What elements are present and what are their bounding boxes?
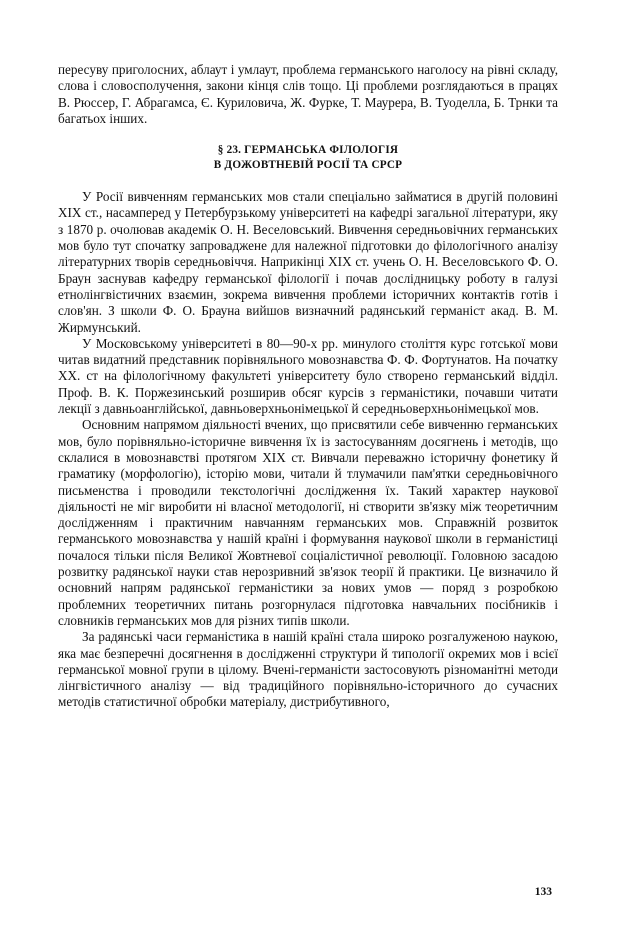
body-paragraph-1: У Росії вивченням германських мов стали спеціально займатися в другій половині XIX ст., насамперед у Петербурзькому університеті на кафедрі загальної літератури, яку з 1870 р. очолював академік О. Н. Веселовський. Вивчення середньовічних германських мов було тут спочатку запроваджене для належної підготовки до філологічного аналізу літературних творів середньовіччя. Наприкінці XIX ст. учень О. Н. Веселовського Ф. О. Браун заснував кафедру германської філології і почав дослідницьку роботу в галузі етнолінгвістичних взаємин, зокрема вивчення проблеми історичних контактів готів і слов'ян. З школи Ф. О. Брауна вийшов визначний радянський германіст акад. В. М. Жирмунський.	[58, 189, 558, 335]
section-heading-line-2: В ДОЖОВТНЕВІЙ РОСІЇ ТА СРСР	[213, 158, 403, 171]
body-paragraph-2: У Московському університеті в 80—90-х рр. минулого століття курс готської мови читав видатний представник порівняльного мовознавства Ф. Ф. Фортунатов. На початку XX. ст на філологічному факультеті університету було створено германський відділ. Проф. В. К. Поржезинський розширив обсяг курсів з германістики, почавши читати лекції з давньоанглійської, давньоверхньонімецької й середньоверхньонімецької мов.	[58, 335, 558, 417]
intro-paragraph: пересуву приголосних, аблаут і умлаут, проблема германського наголосу на рівні складу, слова і словосполучення, закони кінця слів тощо. Ці проблеми розглядаються в працях В. Рюссер, Г. Абрагамса, Є. Куриловича, Ж. Фурке, Т. Маурера, В. Туоделла, Б. Трнки та багатьох інших.	[58, 62, 558, 126]
section-heading-line-1: § 23. ГЕРМАНСЬКА ФІЛОЛОГІЯ	[217, 144, 399, 157]
body-paragraph-4: За радянські часи германістика в нашій країні стала широко розгалуженою наукою, яка має безперечні досягнення в дослідженні структури й типології окремих мов і всієї германської мовної групи в цілому. Вчені-германісти застосовують різноманітні методи лінгвістичного аналізу — від традиційного порівняльно-історичного до сучасних методів статистичної обробки матеріалу, дистрибутивного,	[58, 629, 558, 710]
page-number: 133	[534, 886, 552, 898]
book-page	[58, 62, 558, 902]
section-heading	[58, 143, 558, 172]
body-paragraph-3: Основним напрямом діяльності вчених, що присвятили себе вивченню германських мов, було порівняльно-історичне вивчення їх із застосуванням досягнень і методів, що склалися в мовознавстві протягом XIX ст. Вивчали переважно історичну фонетику й граматику (морфологію), історію мови, читали й тлумачили пам'ятки середньовічного письменства і проводили текстологічні дослідження їх. Такий характер наукової діяльності не міг виробити ні власної методології, ні створити зв'язку між теоретичним дослідженням і практичним навчанням германських мов. Справжній розвиток германського мовознавства у нашій країні і формування наукової школи в германістиці почалося тільки після Великої Жовтневої соціалістичної революції. Головною засадою розвитку радянської науки став нерозривний зв'язок теорії й практики. Це визначило й основний напрям радянської германістики за нових умов — поряд з розробкою проблемних теоретичних питань розгорнулася підготовка навчальних посібників і словників германських мов для різних типів школи.	[58, 417, 558, 628]
